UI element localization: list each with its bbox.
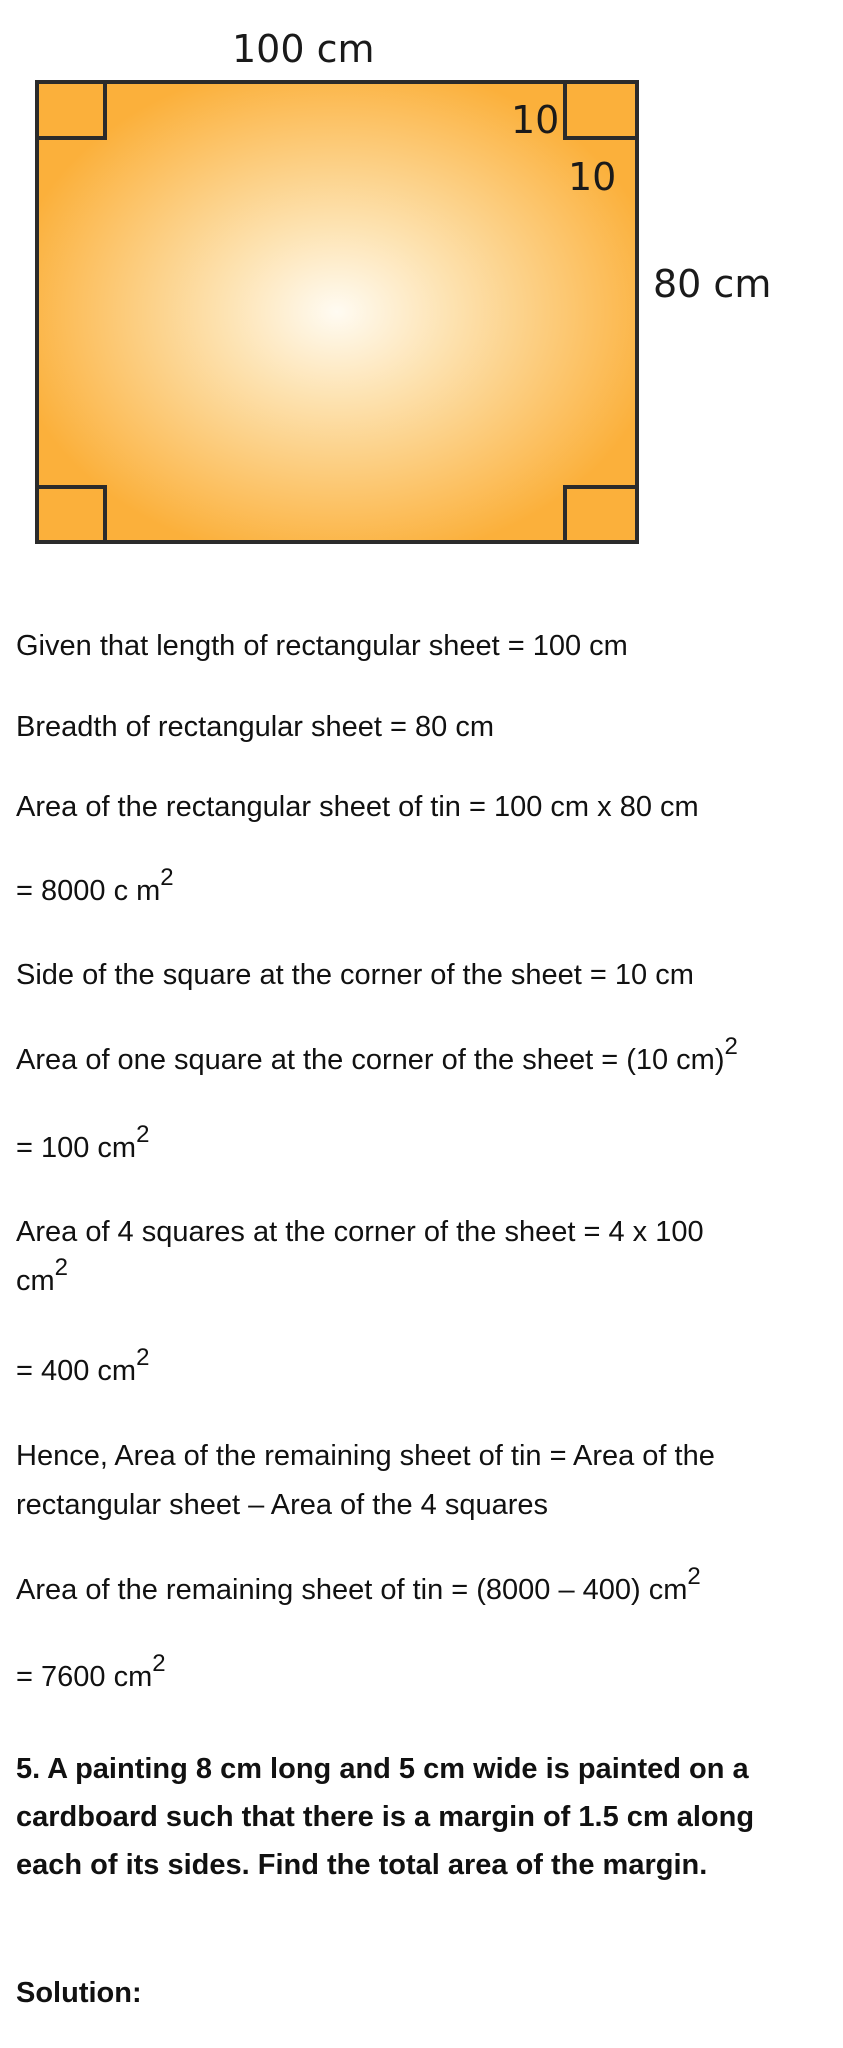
line-text: = 7600 cm	[16, 1661, 153, 1693]
solution-line	[16, 630, 628, 663]
solution-line	[16, 1440, 715, 1473]
line-text: Area of the remaining sheet of tin = (8000 – 400) cm	[16, 1574, 688, 1606]
line-text: Side of the square at the corner of the sheet = 10 cm	[16, 959, 694, 991]
superscript: 2	[160, 864, 174, 892]
breadth-label: 80 cm	[653, 262, 772, 306]
line-text: Area of the rectangular sheet of tin = 100 cm x 80 cm	[16, 791, 699, 823]
line-text: rectangular sheet – Area of the 4 squares	[16, 1489, 549, 1521]
solution-line	[16, 1563, 701, 1607]
solution-line	[16, 959, 694, 992]
solution-line	[16, 1121, 150, 1165]
solution-line	[16, 864, 174, 908]
superscript: 2	[54, 1254, 69, 1282]
line-text: Given that length of rectangular sheet = 100 cm	[16, 630, 628, 662]
superscript: 2	[136, 1121, 150, 1149]
line-text: Breadth of rectangular sheet = 80 cm	[16, 711, 494, 743]
solution-line	[16, 1033, 738, 1077]
line-text: Hence, Area of the remaining sheet of tin = Area of the	[16, 1440, 715, 1472]
solution-line	[16, 1489, 548, 1522]
line-text: = 8000 c m	[16, 875, 161, 907]
question-text: 5. A painting 8 cm long and 5 cm wide is painted on a cardboard such that there is a margin of 1.5 cm along each of its sides. Find the total area of the margin.	[16, 1753, 755, 1881]
line-text: cm	[16, 1265, 55, 1297]
superscript: 2	[724, 1033, 738, 1061]
superscript: 2	[152, 1650, 166, 1678]
line-text: Area of 4 squares at the corner of the sheet = 4 x 100	[16, 1216, 704, 1248]
length-label: 100 cm	[232, 27, 375, 71]
solution-heading: Solution:	[16, 1977, 142, 2009]
line-text: = 100 cm	[16, 1132, 137, 1164]
superscript: 2	[136, 1344, 150, 1372]
line-text: Area of one square at the corner of the sheet = (10 cm)	[16, 1044, 725, 1076]
square-side-right-label: 10	[568, 155, 617, 199]
square-side-top-label: 10	[511, 98, 560, 142]
rectangle-sheet-figure	[0, 0, 843, 560]
line-text: = 400 cm	[16, 1355, 137, 1387]
solution-line	[16, 1216, 704, 1249]
superscript: 2	[687, 1563, 701, 1591]
solution-line	[16, 1650, 166, 1694]
rectangular-sheet	[37, 82, 637, 542]
solution-line	[16, 1344, 150, 1388]
solution-line	[16, 1254, 69, 1298]
solution-line	[16, 791, 699, 824]
solution-line	[16, 711, 494, 744]
